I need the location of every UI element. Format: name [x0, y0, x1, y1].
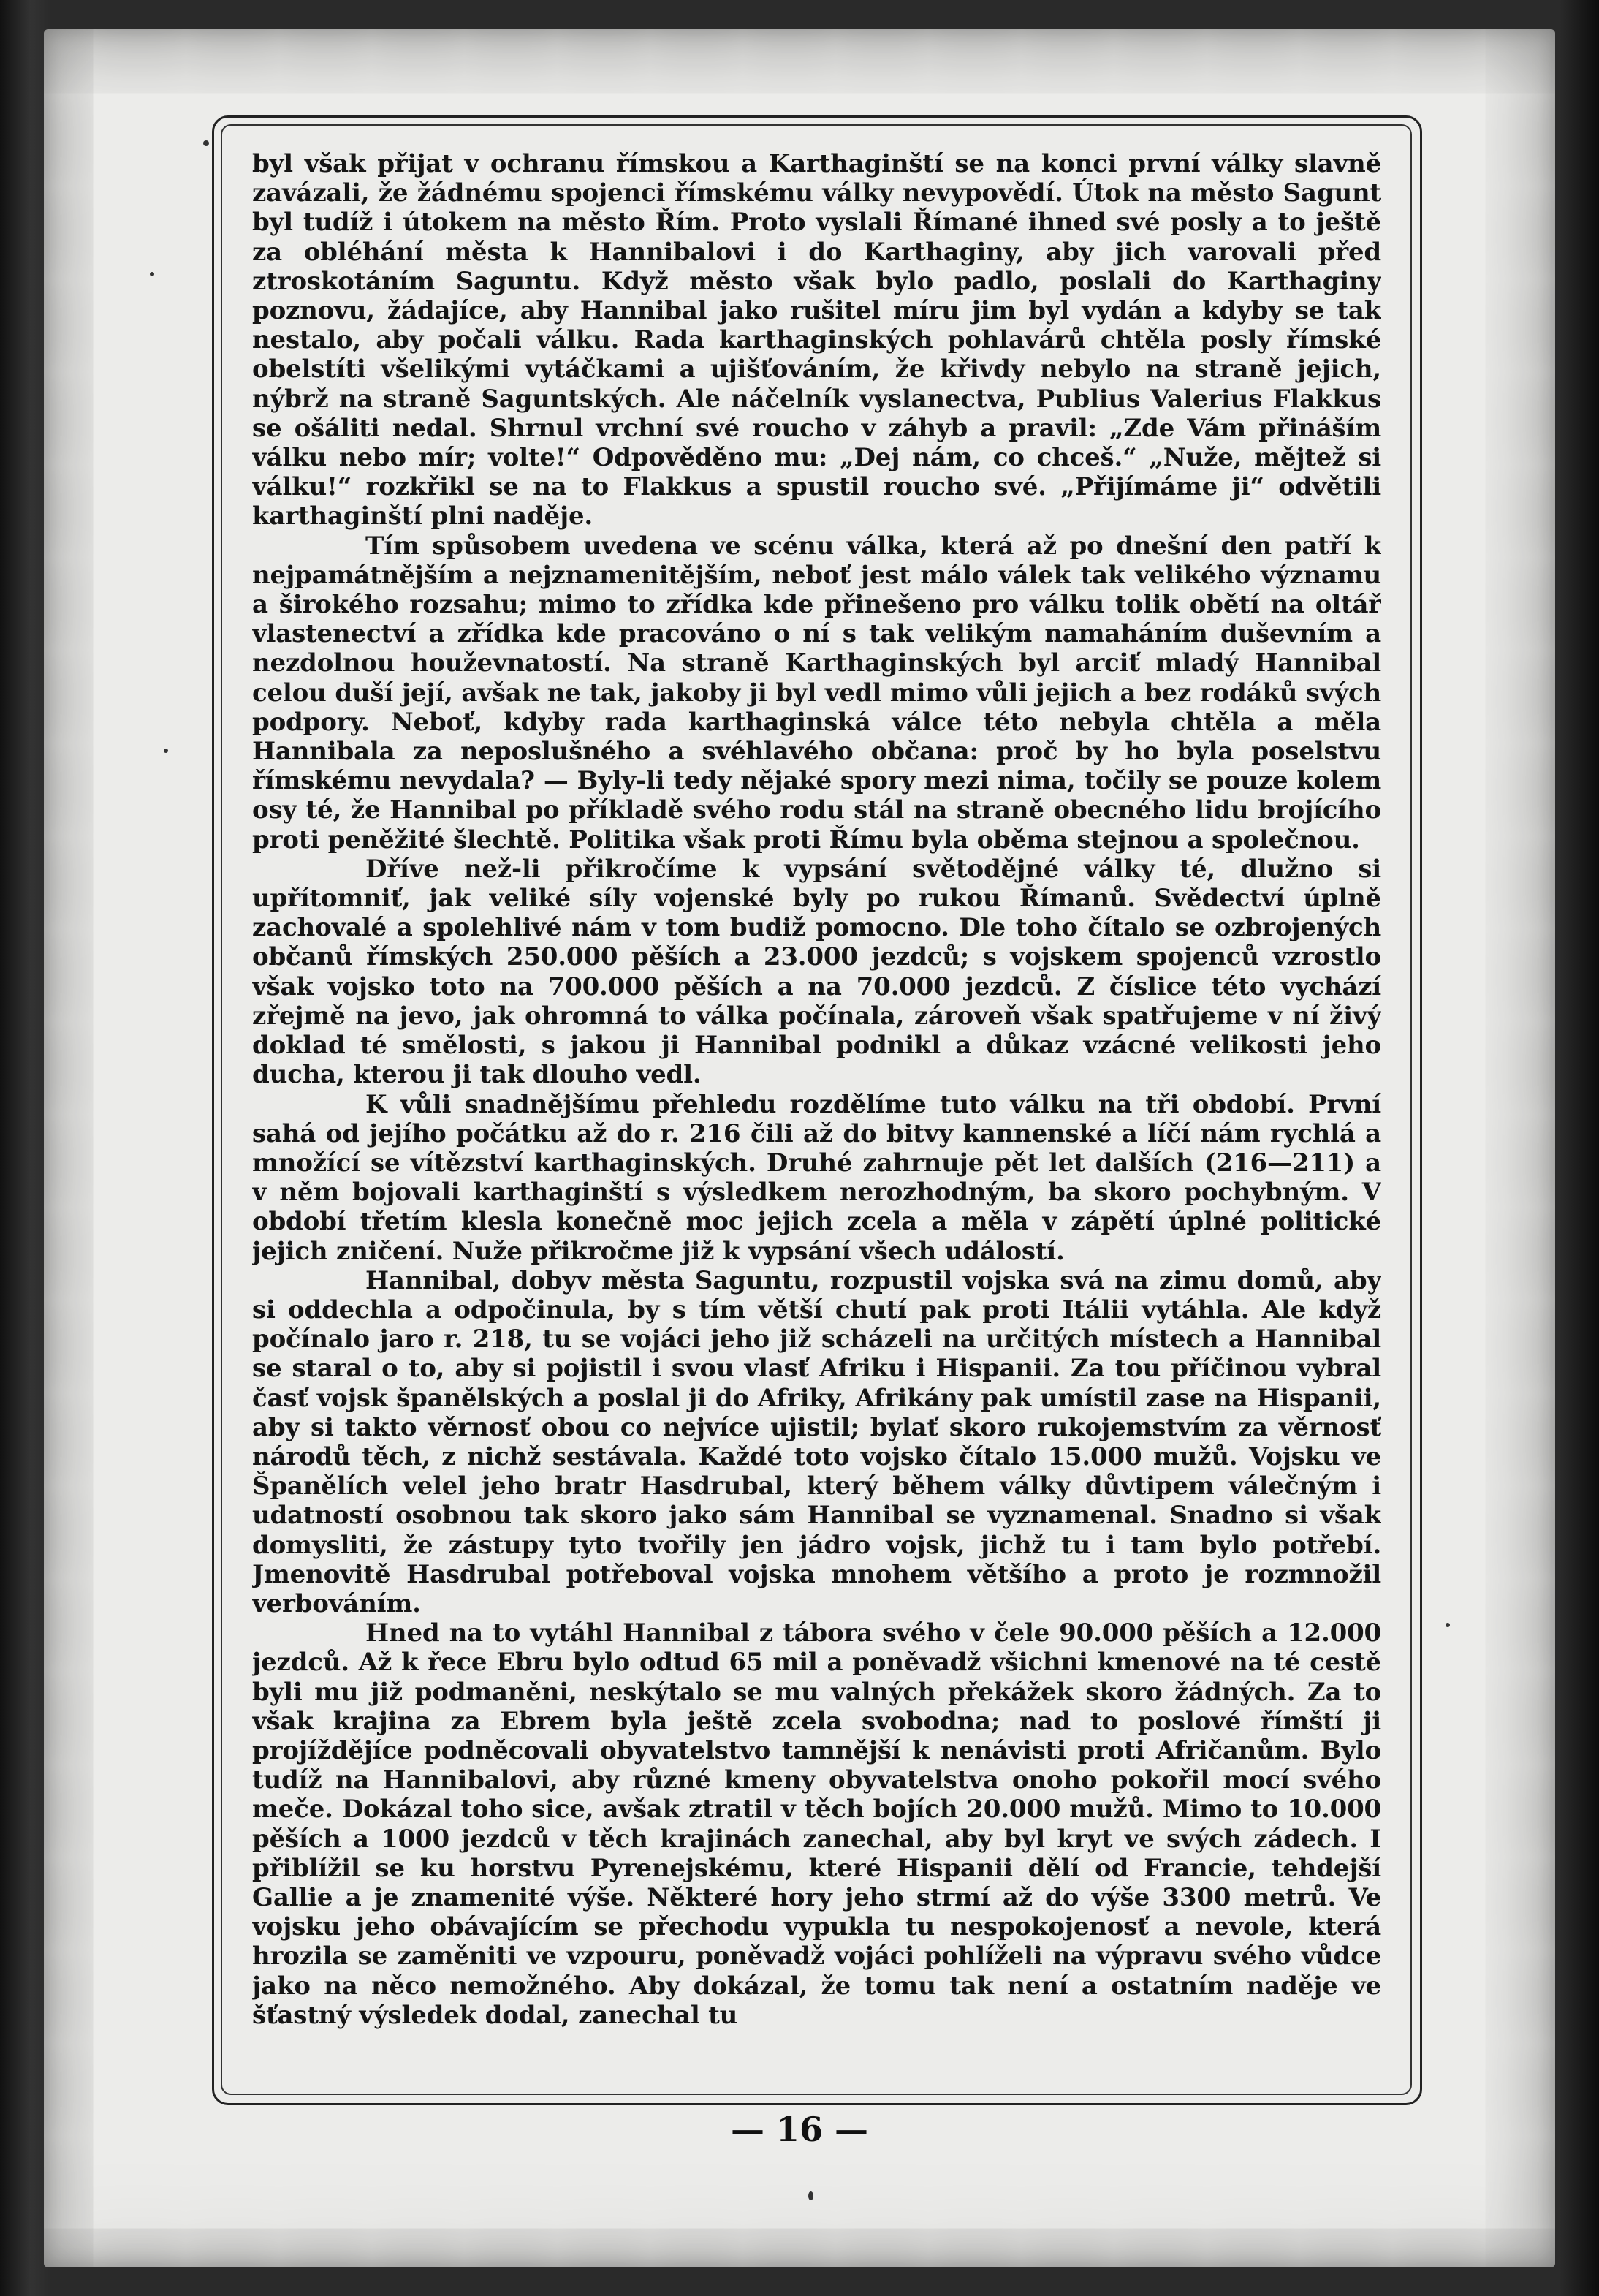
scan-speck [808, 2191, 813, 2200]
scan-speck [1446, 1623, 1450, 1627]
paragraph-2: Tím spůsobem uvedena ve scénu válka, která až po dnešní den patří k nejpamátnějším a nejznamenitějším, neboť jest málo válek tak velikého významu a širokého rozsahu; mimo to zřídka kde přinešeno pro válku tolik obětí na oltář vlastenectví a zřídka kde pracováno o ní s tak velikým namaháním duševním a nezdolnou houževnatostí. Na straně Karthaginských byl arciť mladý Hannibal celou duší její, avšak ne tak, jakoby ji byl vedl mimo vůli jejich a bez rodáků svých podpory. Neboť, kdyby rada karthaginská válce této nebyla chtěla a měla Hannibala za neposlušného a svéhlavého občana: proč by ho byla poselstvu římskému nevydala? — Byly-li tedy nějaké spory mezi nima, točily se pouze kolem osy té, že Hannibal po příkladě svého rodu stál na straně obecného lidu brojícího proti peněžité šlechtě. Politika však proti Římu byla oběma stejnou a společnou. [252, 531, 1381, 855]
scan-speck [150, 272, 154, 276]
paragraph-1: byl však přijat v ochranu římskou a Karthaginští se na konci první války slavně zavázali, že žádnému spojenci římskému války nevypovědí. Útok na město Sagunt byl tudíž i útokem na město Řím. Proto vyslali Římané ihned své posly a to ještě za obléhání města k Hannibalovi i do Karthaginy, aby jich varovali před ztroskotáním Saguntu. Když město však bylo padlo, poslali do Karthaginy poznovu, žádajíce, aby Hannibal jako rušitel míru jim byl vydán a kdyby se tak nestalo, aby počali válku. Rada karthaginských pohlavárů chtěla posly římské obelstíti všelikými vytáčkami a ujišťováním, že křivdy nebylo na straně jejich, nýbrž na straně Saguntských. Ale náčelník vyslanectva, Publius Valerius Flakkus se ošáliti nedal. Shrnul vrchní své roucho v záhyb a pravil: „Zde Vám přináším válku nebo mír; volte!“ Odpověděno mu: „Dej nám, co chceš.“ „Nuže, mějtež si válku!“ rozkřikl se na to Flakkus a spustil roucho své. „Přijímáme ji“ odvětili karthaginští plni naděje. [252, 149, 1381, 531]
paragraph-5: Hannibal, dobyv města Saguntu, rozpustil vojska svá na zimu domů, aby si oddechla a odpočinula, by s tím větší chutí pak proti Itálii vytáhla. Ale když počínalo jaro r. 218, tu se vojáci jeho již scházeli na určitých místech a Hannibal se staral o to, aby si pojistil i svou vlasť Afriku i Hispanii. Za tou příčinou vybral časť vojsk španělských a poslal ji do Afriky, Afrikány pak umístil zase na Hispanii, aby si takto věrnosť obou co nejvíce ujistil; bylať skoro rukojemstvím za věrnosť národů těch, z nichž sestávala. Každé toto vojsko čítalo 15.000 mužů. Vojsku ve Španělích velel jeho bratr Hasdrubal, který během války důvtipem válečným i udatností osobnou tak skoro jako sám Hannibal se vyznamenal. Snadno si však domysliti, že zástupy tyto tvořily jen jádro vojsk, jichž tu i tam bylo potřebí. Jmenovitě Hasdrubal potřeboval vojska mnohem většího a proto je rozmnožil verbováním. [252, 1265, 1381, 1618]
scan-speck [164, 749, 168, 753]
paragraph-3: Dříve než-li přikročíme k vypsání světodějné války té, dlužno si upřítomniť, jak veliké síly vojenské byly po rukou Římanů. Svědectví úplně zachovalé a spolehlivé nám v tom budiž pomocno. Dle toho čítalo se ozbrojených občanů římských 250.000 pěších a 23.000 jezdců; s vojskem spojenců vzrostlo však vojsko toto na 700.000 pěších a na 70.000 jezdců. Z číslice této vychází zřejmě na jevo, jak ohromná to válka počínala, zároveň však spatřujeme v ní živý doklad té smělosti, s jakou ji Hannibal podnikl a důkaz vzácné velikosti jeho ducha, kterou ji tak dlouho vedl. [252, 854, 1381, 1090]
page-number: — 16 — [730, 2110, 869, 2149]
paragraph-6: Hned na to vytáhl Hannibal z tábora svého v čele 90.000 pěších a 12.000 jezdců. Až k řece Ebru bylo odtud 65 mil a poněvadž všichni kmenové na té cestě byli mu již podmaněni, neskýtalo se mu valných překážek skoro žádných. Za to však krajina za Ebrem byla ještě zcela svobodna; nad to poslové římští ji projíždějíce podněcovali obyvatelstvo tamnější k nenávisti proti Afričanům. Bylo tudíž na Hannibalovi, aby různé kmeny obyvatelstva onoho pokořil mocí svého meče. Dokázal toho sice, avšak ztratil v těch bojích 20.000 mužů. Mimo to 10.000 pěších a 1000 jezdců v těch krajinách zanechal, aby byl kryt ve svých zádech. I přiblížil se ku horstvu Pyrenejskému, které Hispanii dělí od Francie, tehdejší Gallie a je znamenité výše. Některé hory jeho strmí až do výše 3300 metrů. Ve vojsku jeho obávajícím se přechodu vypukla tu nespokojenosť a nevole, která hrozila se zaměniti ve vzpouru, poněvadž vojáci pohlíželi na výpravu svého vůdce jako na něco nemožného. Aby dokázal, že tomu tak není a ostatním naděje ve šťastný výsledek dodal, zanechal tu [252, 1618, 1381, 2030]
body-text [252, 149, 1381, 2064]
paragraph-4: K vůli snadnějšímu přehledu rozdělíme tuto válku na tři období. První sahá od jejího počátku až do r. 216 čili až do bitvy kannenské a líčí nám rychlá a množící se vítězství karthaginských. Druhé zahrnuje pět let dalších (216—211) a v něm bojovali karthaginští s výsledkem nerozhodným, ba skoro pochybným. V období třetím klesla konečně moc jejich zcela a měla v zápětí úplné politické jejich zničení. Nuže přikročme již k vypsání všech událostí. [252, 1089, 1381, 1266]
scan-speck [203, 140, 209, 146]
